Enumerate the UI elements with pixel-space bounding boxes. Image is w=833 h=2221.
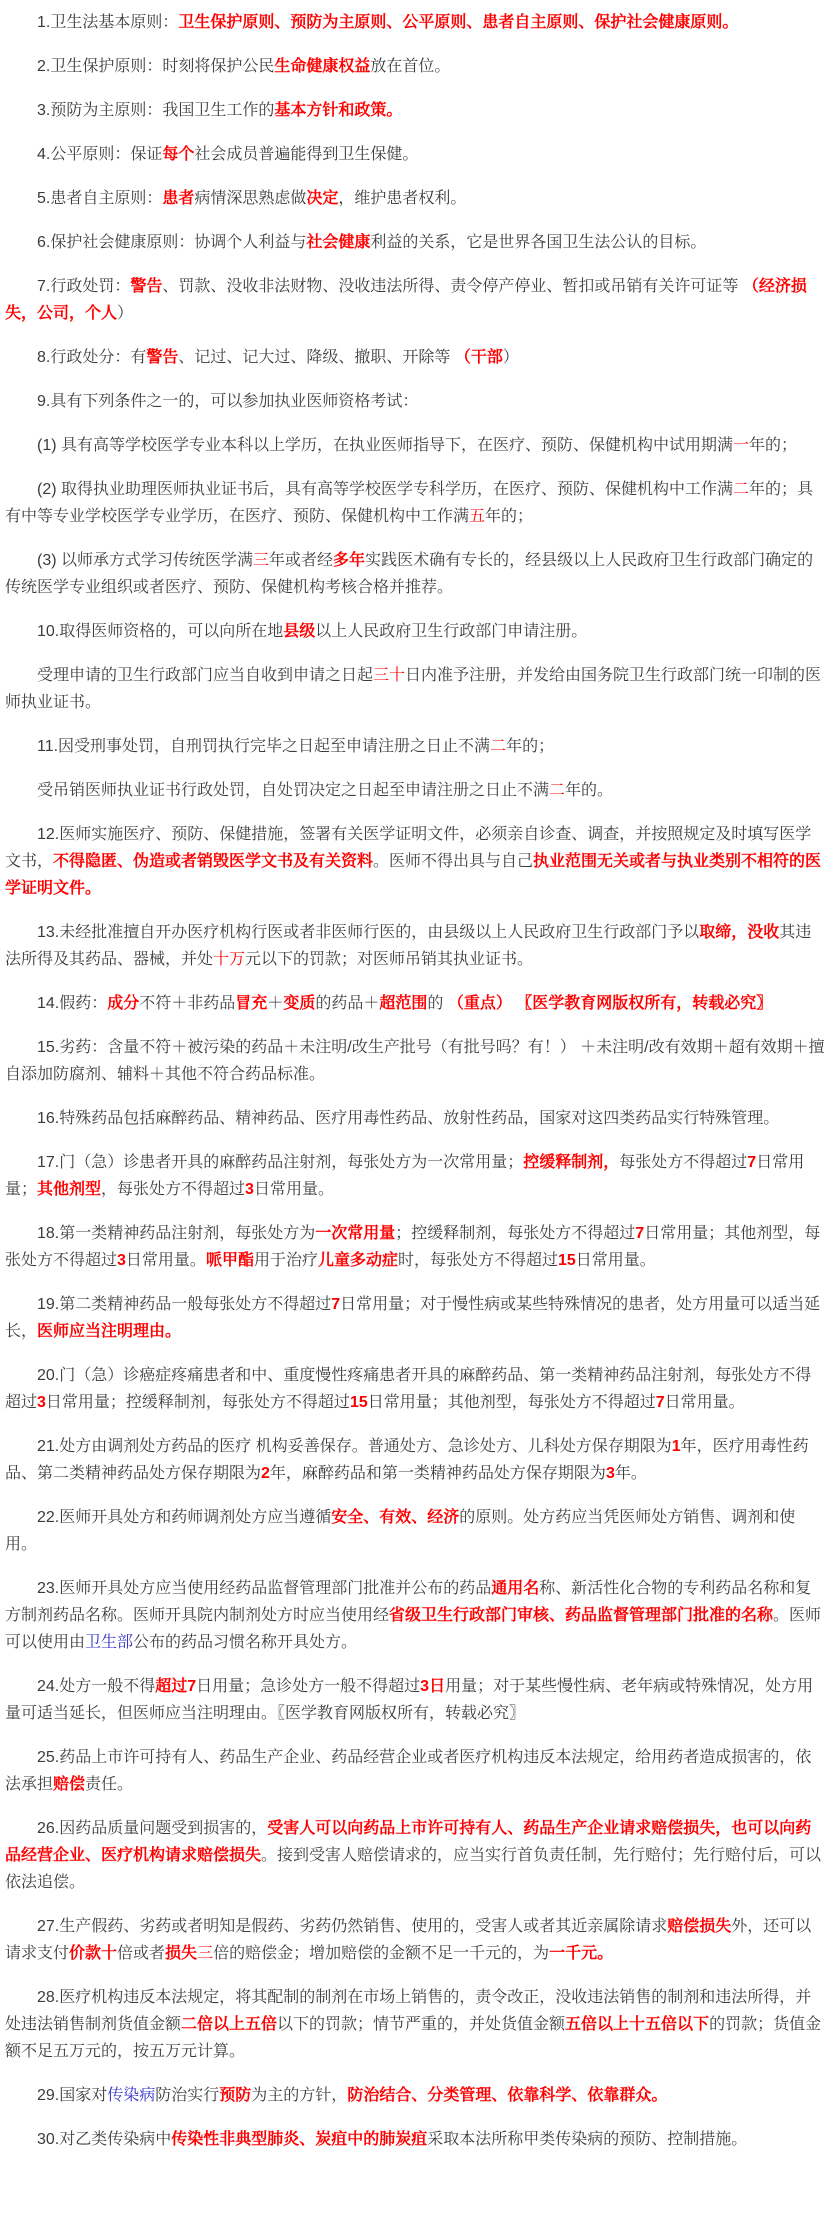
note-paragraph-2 [5,53,825,80]
text-run: 19.第二类精神药品一般每张处方不得超过 [37,1296,332,1313]
text-run: 30.对乙类传染病中 [37,2131,172,2148]
text-run: 社会成员普遍能得到卫生保健。 [194,146,419,163]
inline-link[interactable]: 传染病 [107,2087,156,2104]
text-run: 13.未经批准擅自开办医疗机构行医或者非医师行医的，由县级以上人民政府卫生行政部门予以 [37,924,700,941]
text-run: 采取本法所称甲类传染病的预防、控制措施。 [427,2131,748,2148]
note-paragraph-22 [5,1149,825,1203]
highlight-red: 安全、有效、经济 [331,1509,460,1526]
highlight-red: 传染性非典型肺炎、炭疽中的肺炭疽 [171,2131,428,2148]
text-run: 15.劣药：含量不符＋被污染的药品＋未注明/改生产批号（有批号吗？有！） ＋未注明/改有效期＋超有效期＋擅自添加防腐剂、辅料＋其他不符合药品标准。 [5,1039,825,1083]
text-run: 倍或者 [117,1945,166,1962]
highlight-red: 一次常用量 [315,1225,396,1242]
note-paragraph-7 [5,273,825,327]
text-run: 用于治疗 [253,1252,318,1269]
highlight-red: 二 [549,782,566,799]
text-run: ；控缓释制剂，每张处方不得超过 [395,1225,636,1242]
note-paragraph-28 [5,1575,825,1656]
text-run: 公布的药品习惯名称开具处方。 [133,1634,358,1651]
note-paragraph-16 [5,777,825,804]
highlight-red: 不得隐匿、伪造或者销毁医学文书及有关资料 [53,853,374,870]
note-paragraph-3 [5,97,825,124]
text-run: 28.医疗机构违反本法规定，将其配制的制剂在市场上销售的，责令改正，没收违法销售的制剂和违法所得，并处违法销售制剂货值金额 [5,1989,812,2033]
highlight-red: 警告 [130,278,163,295]
text-run: ） [502,349,519,366]
text-run: 的 [427,995,448,1012]
note-paragraph-18 [5,919,825,973]
text-run: 22.医师开具处方和药师调剂处方应当遵循 [37,1509,332,1526]
highlight-red: 一千元。 [549,1945,614,1962]
text-run: 6.保护社会健康原则：协调个人利益与 [37,234,307,251]
text-run: 21.处方由调剂处方药品的医疗 机构妥善保存。普通处方、急诊处方、儿科处方保存期限为 [37,1438,672,1455]
text-run: ＋ [267,995,284,1012]
highlight-red: 冒充 [235,995,268,1012]
text-run: 日常用量；对于慢性病或某些特殊情况的患者，处方用量可以适当延长， [5,1296,821,1340]
note-paragraph-25 [5,1362,825,1416]
note-paragraph-27 [5,1504,825,1558]
note-paragraph-30 [5,1744,825,1798]
text-run: 10.取得医师资格的，可以向所在地 [37,623,284,640]
highlight-red: 一 [733,437,750,454]
text-run: 3.预防为主原则：我国卫生工作的 [37,102,275,119]
note-paragraph-26 [5,1433,825,1487]
text-run: 防治实行 [155,2087,220,2104]
highlight-red: 15 [558,1252,576,1269]
highlight-red: 患者 [162,190,195,207]
highlight-red: 二倍以上五倍 [181,2016,278,2033]
highlight-red: 县级 [283,623,316,640]
text-run: 27.生产假药、劣药或者明知是假药、劣药仍然销售、使用的，受害人或者其近亲属除请求 [37,1918,668,1935]
note-paragraph-35 [5,2126,825,2153]
highlight-red: 取缔，没收 [699,924,780,941]
highlight-red: 卫生保护原则、预防为主原则、公平原则、患者自主原则、保护社会健康原则。 [178,14,739,31]
highlight-red: 15 [349,1394,368,1411]
text-run: 元以下的罚款；对医师吊销其执业证书。 [245,951,534,968]
text-run: 年的； [506,738,555,755]
note-paragraph-11 [5,476,825,530]
text-run: 11.因受刑事处罚，自刑罚执行完毕之日起至申请注册之日止不满 [37,738,491,755]
text-run: 的药品＋ [315,995,380,1012]
note-paragraph-5 [5,185,825,212]
highlight-red: 3 [605,1465,615,1482]
highlight-red: 3 [245,1181,254,1198]
text-run: 受吊销医师执业证书行政处罚，自处罚决定之日起至申请注册之日止不满 [37,782,550,799]
highlight-red: 赔偿损失 [667,1918,732,1935]
highlight-red: 7 [635,1225,645,1242]
text-run: 29.国家对 [37,2087,108,2104]
text-run: 4.公平原则：保证 [37,146,163,163]
text-run: 9.具有下列条件之一的，可以参加执业医师资格考试： [37,393,419,410]
highlight-red: 哌甲酯 [205,1252,254,1269]
note-paragraph-34 [5,2082,825,2109]
highlight-red: （重点） 〖医学教育网版权所有，转载必究〗 [447,995,773,1012]
text-run: 年的；具有中等专业学校医学专业学历，在医疗、预防、保健机构中工作满 [5,481,814,525]
text-run: 为主的方针， [251,2087,348,2104]
note-paragraph-14 [5,662,825,716]
highlight-red: 二 [490,738,507,755]
note-paragraph-17 [5,821,825,902]
highlight-red: 多年 [333,552,366,569]
text-run: 年的； [749,437,798,454]
text-run: 以上人民政府卫生行政部门申请注册。 [315,623,588,640]
highlight-red: （经济损失，公司，个人 [5,278,807,322]
highlight-red: 基本方针和政策。 [274,102,403,119]
text-run: 20.门（急）诊癌症疼痛患者和中、重度慢性疼痛患者开具的麻醉药品、第一类精神药品注射剂，每张处方不得超过 [5,1367,812,1411]
highlight-red: 3 [117,1252,126,1269]
highlight-red: 3 [37,1394,46,1411]
text-run: 。医师不得出具与自己 [373,853,534,870]
highlight-red: 警告 [146,349,179,366]
highlight-red: 受害人可以向药品上市许可持有人、药品生产企业请求赔偿损失，也可以向药品经营企业、医疗机构请求赔偿损失 [5,1820,812,1864]
highlight-red: 五 [469,508,486,525]
highlight-red: 超范围 [379,995,428,1012]
highlight-red: 三 [197,1945,214,1962]
text-run: 日常用量； [5,1154,805,1198]
highlight-red: 每个 [162,146,195,163]
note-paragraph-20 [5,1034,825,1088]
text-run: 倍的赔偿金；增加赔偿的金额不足一千元的，为 [213,1945,550,1962]
text-run: (1) 具有高等学校医学专业本科以上学历，在执业医师指导下，在医疗、预防、保健机构中试用期满 [37,437,734,454]
highlight-red: 成分 [107,995,140,1012]
note-paragraph-1 [5,9,825,36]
note-paragraph-31 [5,1815,825,1896]
highlight-red: 2 [261,1465,270,1482]
note-paragraph-23 [5,1220,825,1274]
inline-link[interactable]: 卫生部 [85,1634,134,1651]
text-run: 7.行政处罚： [37,278,131,295]
text-run: 5.患者自主原则： [37,190,163,207]
highlight-red: 十万 [213,951,246,968]
highlight-red: 二 [733,481,750,498]
highlight-red: 3日 [420,1678,446,1695]
text-run: 病情深思熟虑做 [194,190,307,207]
highlight-red: 社会健康 [306,234,371,251]
text-run: 、罚款、没收非法财物、没收违法所得、责令停产停业、暂扣或吊销有关许可证等 [162,278,743,295]
highlight-red: 价款十 [69,1945,118,1962]
text-run: 。接到受害人赔偿请求的，应当实行首负责任制，先行赔付；先行赔付后，可以依法追偿。 [5,1847,822,1891]
text-run: 14.假药： [37,995,108,1012]
highlight-red: 执业范围无关或者与执业类别不相符的医学证明文件。 [5,853,822,897]
text-run: 的罚款；货值金额不足五万元的，按五万元计算。 [5,2016,822,2060]
highlight-red: 三 [253,552,270,569]
highlight-red: 控缓释制剂， [523,1154,620,1171]
note-paragraph-15 [5,733,825,760]
note-paragraph-29 [5,1673,825,1727]
note-paragraph-12 [5,547,825,601]
highlight-red: 预防 [219,2087,252,2104]
text-run: 17.门（急）诊患者开具的麻醉药品注射剂，每张处方为一次常用量； [37,1154,524,1171]
text-run: 、记过、记大过、降级、撤职、开除等 [178,349,455,366]
text-run: 24.处方一般不得 [37,1678,156,1695]
text-run: 日常用量。 [125,1252,206,1269]
text-run: 的原则。处方药应当凭医师处方销售、调剂和使用。 [5,1509,796,1553]
highlight-red: 通用名 [491,1580,540,1597]
text-run: 日用量；急诊处方一般不得超过 [196,1678,421,1695]
highlight-red: 省级卫生行政部门审核、药品监督管理部门批准的名称 [389,1607,774,1624]
text-run: 日常用量；其他剂型，每张处方不得超过 [367,1394,656,1411]
text-run: 23.医师开具处方应当使用经药品监督管理部门批准并公布的药品 [37,1580,492,1597]
highlight-red: 防治结合、分类管理、依靠科学、依靠群众。 [347,2087,668,2104]
text-run: 用量；对于某些慢性病、老年病或特殊情况，处方用量可适当延长，但医师应当注明理由。〖医学教育网版权所有，转载必究〗 [5,1678,814,1722]
text-run: 26.因药品质量问题受到损害的， [37,1820,268,1837]
text-run: 2.卫生保护原则：时刻将保护公民 [37,58,275,75]
note-paragraph-6 [5,229,825,256]
text-run: 日内准予注册，并发给由国务院卫生行政部门统一印制的医师执业证书。 [5,667,822,711]
text-run: 年或者经 [269,552,334,569]
note-paragraph-10 [5,432,825,459]
text-run: ，每张处方不得超过 [101,1181,246,1198]
text-run: 利益的关系，它是世界各国卫生法公认的目标。 [370,234,707,251]
highlight-red: 医师应当注明理由。 [37,1323,182,1340]
highlight-red: 7 [331,1296,341,1313]
text-run: 外，还可以请求支付 [5,1918,812,1962]
note-paragraph-9 [5,388,825,415]
text-run: 其违法所得及其药品、器械，并处 [5,924,812,968]
highlight-red: 损失 [165,1945,198,1962]
note-paragraph-8 [5,344,825,371]
text-run: 日常用量。 [575,1252,656,1269]
text-run: 年，医疗用毒性药品、第二类精神药品处方保存期限为 [5,1438,809,1482]
text-run: (2) 取得执业助理医师执业证书后，具有高等学校医学专科学历，在医疗、预防、保健机构中工作满 [37,481,734,498]
text-run: 日常用量。 [664,1394,745,1411]
text-run: 时，每张处方不得超过 [397,1252,558,1269]
highlight-red: 决定 [306,190,339,207]
highlight-red: 五倍以上十五倍以下 [565,2016,710,2033]
text-run: 1.卫生法基本原则： [37,14,179,31]
text-run: 年。 [614,1465,647,1482]
text-run: 年的。 [565,782,614,799]
text-run: (3) 以师承方式学习传统医学满 [37,552,254,569]
text-run: 16.特殊药品包括麻醉药品、精神药品、医疗用毒性药品、放射性药品，国家对这四类药品实行特殊管理。 [37,1110,780,1127]
text-run: 每张处方不得超过 [619,1154,748,1171]
text-run: 。医师可以使用由 [5,1607,822,1651]
note-paragraph-19 [5,990,825,1017]
highlight-red: 儿童多动症 [317,1252,398,1269]
text-run: 实践医术确有专长的，经县级以上人民政府卫生行政部门确定的传统医学专业组织或者医疗、预防、保健机构考核合格并推荐。 [5,552,814,596]
highlight-red: 生命健康权益 [274,58,371,75]
note-paragraph-21 [5,1105,825,1132]
highlight-red: 其他剂型 [37,1181,102,1198]
text-run: ） [117,305,134,322]
text-run: 日常用量；其他剂型，每张处方不得超过 [5,1225,821,1269]
text-run: 12.医师实施医疗、预防、保健措施，签署有关医学证明文件，必须亲自诊查、调查，并按照规定及时填写医学文书， [5,826,812,870]
text-run: 日常用量。 [253,1181,334,1198]
highlight-red: 1 [671,1438,681,1455]
text-run: 25.药品上市许可持有人、药品生产企业、药品经营企业或者医疗机构违反本法规定，给用药者造成损害的，依法承担 [5,1749,812,1793]
text-run: 年，麻醉药品和第一类精神药品处方保存期限为 [269,1465,606,1482]
text-run: 不符＋非药品 [139,995,236,1012]
highlight-red: （干部 [454,349,503,366]
text-run: ，维护患者权利。 [338,190,467,207]
highlight-red: 三十 [373,667,406,684]
note-paragraph-4 [5,141,825,168]
note-paragraph-32 [5,1913,825,1967]
text-run: 18.第一类精神药品注射剂，每张处方为 [37,1225,316,1242]
text-run: 称、新活性化合物的专利药品名称和复方制剂药品名称。医师开具院内制剂处方时应当使用经 [5,1580,812,1624]
note-paragraph-33 [5,1984,825,2065]
text-run: 受理申请的卫生行政部门应当自收到申请之日起 [37,667,374,684]
highlight-red: 7 [655,1394,665,1411]
note-paragraph-24 [5,1291,825,1345]
text-run: 以下的罚款；情节严重的，并处货值金额 [277,2016,566,2033]
note-paragraph-13 [5,618,825,645]
highlight-red: 超过7 [155,1678,197,1695]
text-run: 放在首位。 [370,58,451,75]
highlight-red: 赔偿 [53,1776,86,1793]
text-run: 日常用量；控缓释制剂，每张处方不得超过 [45,1394,350,1411]
highlight-red: 变质 [283,995,316,1012]
text-run: 8.行政处分：有 [37,349,147,366]
text-run: 年的； [485,508,534,525]
text-run: 责任。 [85,1776,134,1793]
highlight-red: 7 [747,1154,757,1171]
